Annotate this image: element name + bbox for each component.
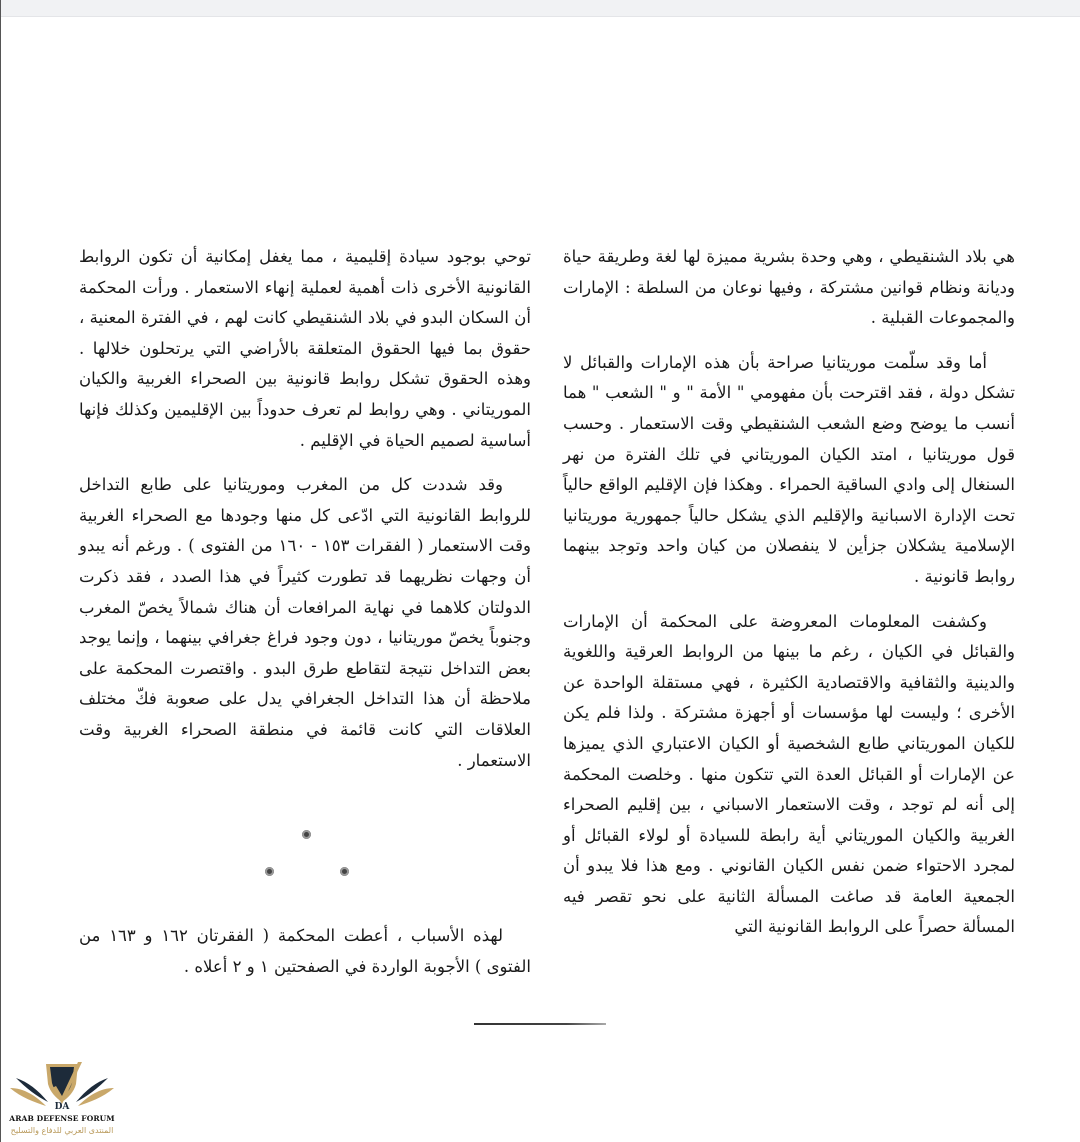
- paragraph: أما وقد سلّمت موريتانيا صراحة بأن هذه الإمارات والقبائل لا تشكل دولة ، فقد اقترحت بأن مفهومي " الأمة " و " الشعب " هما أنسب ما يوضح وضع الشعب الشنقيطي وقت الاستعمار . وحسب قول موريتانيا ، امتد الكيان الموريتاني في تلك الفترة من نهر السنغال إلى وادي الساقية الحمراء . وهكذا فإن الإقليم الواقع حالياً تحت الإدارة الاسبانية والإقليم الذي يشكل حالياً جمهورية موريتانيا الإسلامية يشكلان جزأين لا ينفصلان من كيان واحد وتوجد بينهما روابط قانونية .: [563, 352, 1015, 586]
- asterism-dot-icon: [302, 830, 311, 839]
- closing-paragraph: لهذه الأسباب ، أعطت المحكمة ( الفقرتان ١٦٢ و ١٦٣ من الفتوى ) الأجوبة الواردة في الصفحتين ١ و ٢ أعلاه .: [79, 926, 531, 976]
- asterism-dot-icon: [265, 867, 274, 876]
- left-text-column: [79, 242, 531, 976]
- viewer-left-border: [0, 0, 1, 1142]
- asterism-dot-icon: [340, 867, 349, 876]
- three-asterisms-icon: [255, 822, 365, 882]
- logo-arabic-name: المنتدى العربي للدفاع والتسليح: [10, 1126, 114, 1135]
- paragraph: وكشفت المعلومات المعروضة على المحكمة أن الإمارات والقبائل في الكيان ، رغم ما بينها من الروابط العرقية واللغوية والدينية والثقافية والاقتصادية الكثيرة ، فهي مستقلة الواحدة عن الأخرى ؛ وليست لها مؤسسات أو أجهزة مشتركة . ولذا فلم يكن للكيان الموريتاني طابع الشخصية أو الكيان الاعتباري الذي يميزها عن الإمارات أو القبائل العدة التي تتكون منها . وخلصت المحكمة إلى أنه لم توجد ، وقت الاستعمار الاسباني ، بين إقليم الصحراء الغربية والكيان الموريتاني أية رابطة للسيادة أو لولاء القبائل أو لمجرد الاحتواء ضمن نفس الكيان القانوني . ومع هذا فلا يبدو أن الجمعية العامة قد صاغت المسألة الثانية على نحو تقصر فيه المسألة حصراً على الروابط القانونية التي: [563, 611, 1015, 937]
- paragraph: وقد شددت كل من المغرب وموريتانيا على طابع التداخل للروابط القانونية التي ادّعى كل منها وجودها مع الصحراء الغربية وقت الاستعمار ( الفقرات ١٥٣ - ١٦٠ من الفتوى ) . ورغم أنه يبدو أن وجهات نظريهما قد تطورت كثيراً في هذا الصدد ، فقد ذكرت الدولتان كلاهما في نهاية المرافعات أن هناك شمالاً يخصّ المغرب وجنوباً يخصّ موريتانيا ، دون وجود فراغ جغرافي بينهما ، وإنما يوجد بعض التداخل نتيجة لتقاطع طرق البدو . واقتصرت المحكمة على ملاحظة أن هذا التداخل الجغرافي يدل على صعوبة فكّ مختلف العلاقات التي كانت قائمة في منطقة الصحراء الغربية وقت الاستعمار .: [79, 475, 531, 770]
- paragraph: هي بلاد الشنقيطي ، وهي وحدة بشرية مميزة لها لغة وطريقة حياة وديانة ونظام قوانين مشتركة ، وفيها نوعان من السلطة : الإمارات والمجموعات القبلية .: [563, 247, 1015, 328]
- paragraph: توحي بوجود سيادة إقليمية ، مما يغفل إمكانية أن تكون الروابط القانونية الأخرى ذات أهمية لعملية إنهاء الاستعمار . ورأت المحكمة أن السكان البدو في بلاد الشنقيطي كانت لهم ، في الفترة المعنية ، حقوق بما فيها الحقوق المتعلقة بالأراضي التي يرتحلون خلالها . وهذه الحقوق تشكل روابط قانونية بين الصحراء الغربية والكيان الموريتاني . وهي روابط لم تعرف حدوداً بين الإقليمين وكذلك فإنها أساسية لصميم الحياة في الإقليم .: [79, 247, 531, 450]
- arab-defense-forum-watermark: [6, 1058, 118, 1142]
- logo-english-name: ARAB DEFENSE FORUM: [9, 1114, 115, 1123]
- logo-monogram: DA: [54, 1102, 70, 1112]
- right-text-column: [563, 242, 1015, 943]
- viewer-top-bar: [0, 0, 1080, 17]
- footnote-separator-line: [474, 1023, 606, 1025]
